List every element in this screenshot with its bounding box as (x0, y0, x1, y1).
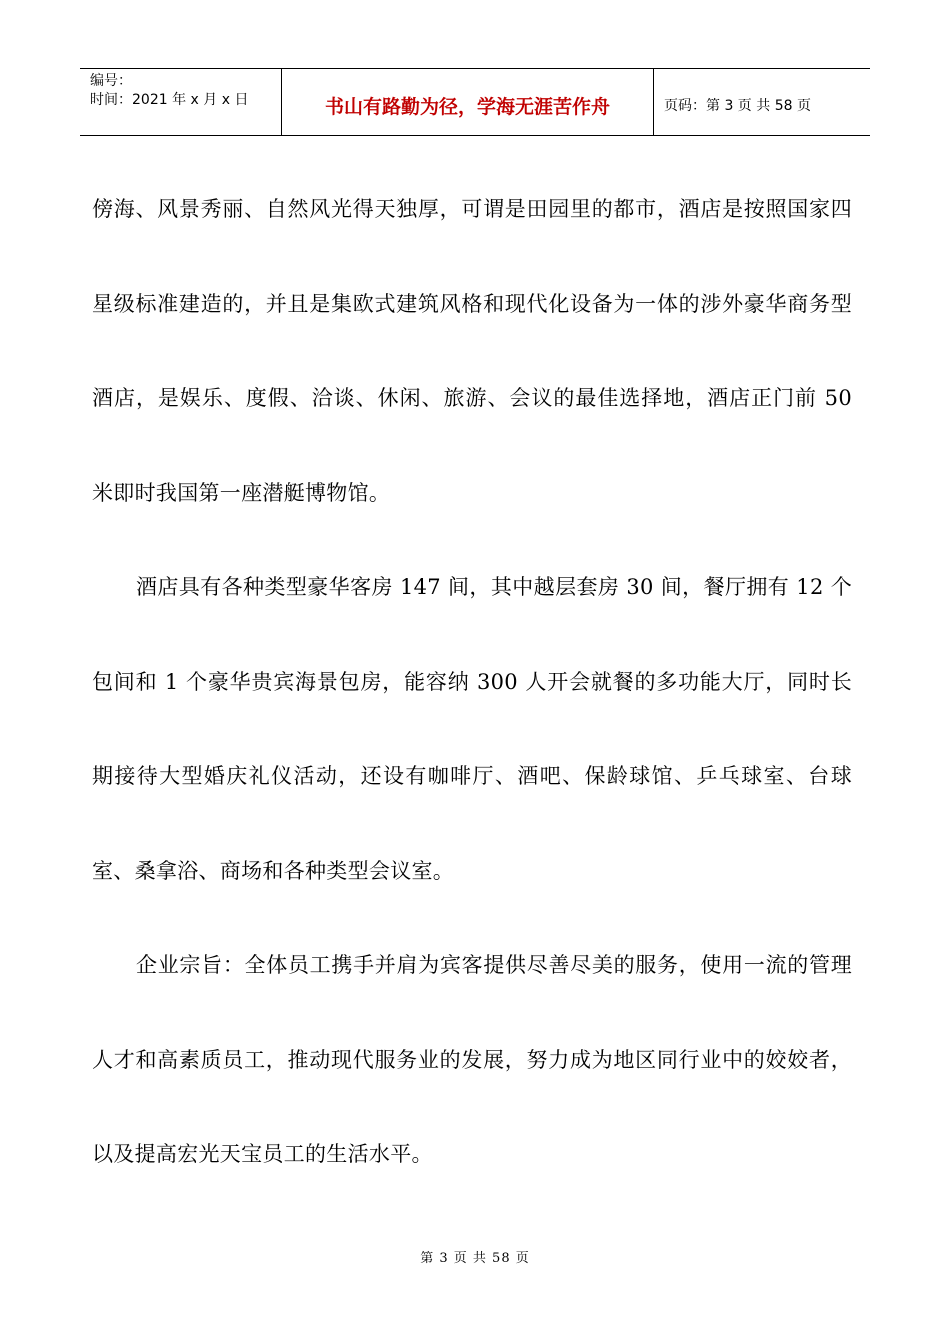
document-number-label: 编号： (90, 73, 132, 89)
header-page-number: 页码：第 3 页 共 58 页 (664, 98, 811, 114)
page-header (80, 68, 870, 136)
header-meta-cell (80, 69, 282, 135)
document-date-label: 时间：2021 年 x 月 x 日 (90, 92, 249, 108)
paragraph-hotel-location: 傍海、风景秀丽、自然风光得天独厚，可谓是田园里的都市，酒店是按照国家四星级标准建造的，并且是集欧式建筑风格和现代化设备为一体的涉外豪华商务型酒店，是娱乐、度假、洽谈、休闲、旅游、会议的最佳选择地，酒店正门前 50 米即时我国第一座潜艇博物馆。 (92, 197, 852, 505)
header-motto: 书山有路勤为径，学海无涯苦作舟 (282, 69, 654, 135)
paragraph-hotel-facilities: 酒店具有各种类型豪华客房 147 间，其中越层套房 30 间，餐厅拥有 12 个包间和 1 个豪华贵宾海景包房，能容纳 300 人开会就餐的多功能大厅，同时长期接待大型婚庆礼仪活动，还设有咖啡厅、酒吧、保龄球馆、乒乓球室、台球室、桑拿浴、商场和各种类型会议室。 (92, 575, 852, 883)
page-footer: 第 3 页 共 58 页 (420, 1251, 530, 1266)
document-body (92, 162, 852, 1202)
paragraph-company-mission: 企业宗旨：全体员工携手并肩为宾客提供尽善尽美的服务，使用一流的管理人才和高素质员工，推动现代服务业的发展，努力成为地区同行业中的姣姣者，以及提高宏光天宝员工的生活水平。 (92, 953, 852, 1166)
